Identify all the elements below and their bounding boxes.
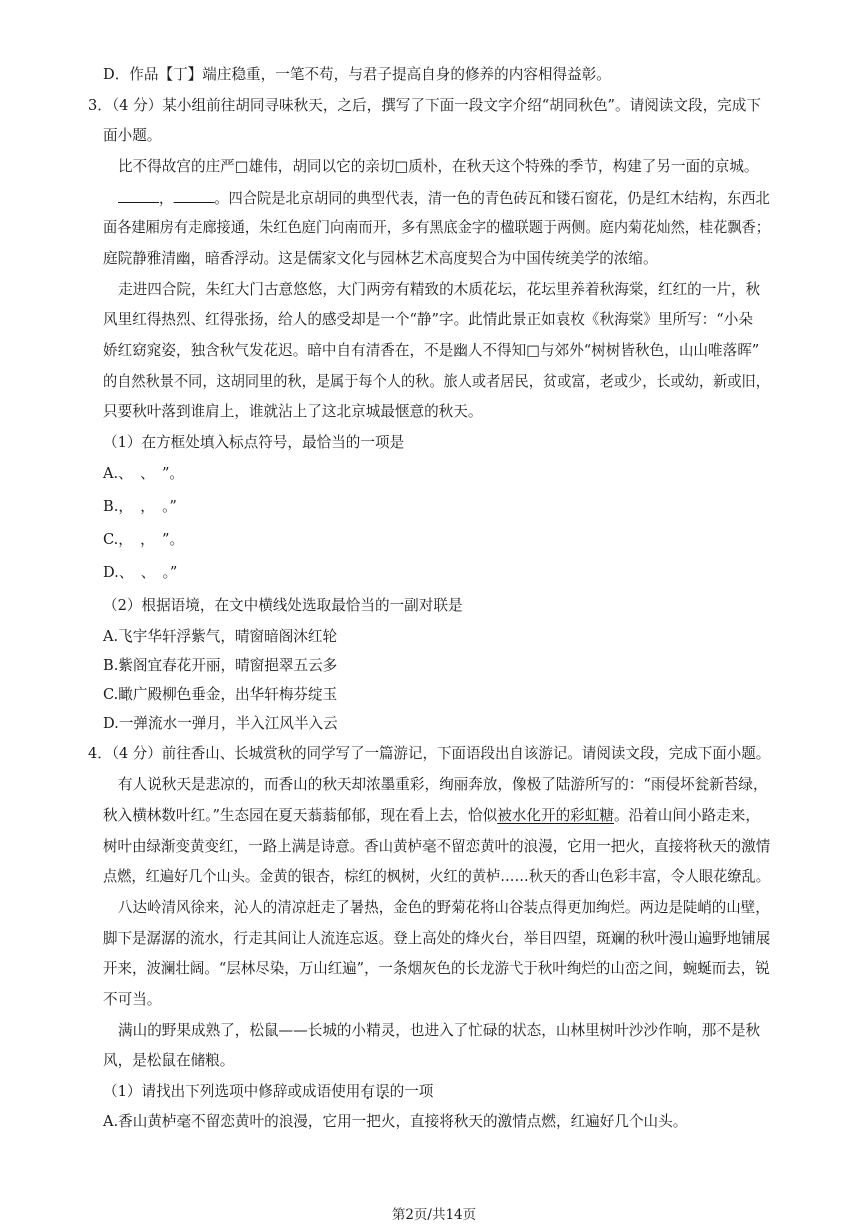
q3-sub2-option-b[interactable]: B.紫阁宜春花开丽，晴窗挹翠五云多: [103, 657, 338, 674]
q4-passage-p2-line1: 八达岭清风徐来，沁人的清凉赶走了暑热，金色的野菊花将山谷装点得更加绚烂。两边是陡峭的山壁，: [118, 899, 770, 916]
q3-sub2-option-a[interactable]: A.飞宇华轩浮紫气，晴窗暗阁沐红轮: [103, 628, 338, 645]
q3-passage-p3-line4: 的自然秋景不同，这胡同里的秋，是属于每个人的秋。旅人或者居民，贫或富，老或少，长或幼，新或旧，: [103, 373, 770, 390]
underlined-phrase: 被水化开的彩虹糖: [497, 807, 614, 824]
q4-passage-p1-line4: 点燃，红遍好几个山头。金黄的银杏，棕红的枫树，火红的黄栌……秋天的香山色彩丰富，令人眼花缭乱。: [103, 868, 770, 885]
q3-passage-p3-line2: 风里红得热烈、红得张扬，给人的感受却是一个“静”字。此情此景正如袁枚《秋海棠》里所写：“小朵: [103, 311, 753, 328]
q3-sub2-option-c[interactable]: C.瞰广殿柳色垂金，出华轩梅芬绽玉: [103, 686, 338, 703]
q3-sub1-option-b[interactable]: B.， ， 。”: [103, 498, 177, 515]
q4-passage-p2-line2: 脚下是潺潺的流水，行走其间让人流连忘返。登上高处的烽火台，举目四望，斑斓的秋叶漫山遍野地铺展: [103, 930, 771, 947]
answer-blank-1[interactable]: [118, 188, 159, 203]
q4-passage-p3-line2: 风，是松鼠在储粮。: [103, 1052, 235, 1069]
q4-passage-p1-line3: 树叶由绿渐变黄变红，一路上满是诗意。香山黄栌毫不留恋黄叶的浪漫，它用一把火，直接将秋天的激情: [103, 838, 771, 855]
q3-passage-p2-line1: ， 。四合院是北京胡同的典型代表，清一色的青色砖瓦和镂石窗花，仍是红木结构，东西北: [118, 188, 770, 209]
q3-stem-line2: 面小题。: [103, 127, 162, 144]
q3-passage-p3-line5: 只要秋叶落到谁肩上，谁就沾上了这北京城最惬意的秋天。: [103, 403, 483, 420]
q3-sub1-option-a[interactable]: A.、 、 ”。: [103, 465, 185, 482]
q3-passage-p2-line2: 面各建厢房有走廊接通，朱红色庭门向南而开，多有黑底金字的楹联题于两侧。庭内菊花灿然，桂花飘香；: [103, 219, 770, 236]
q3-passage-p3-line1: 走进四合院，朱红大门古意悠悠，大门两旁有精致的木质花坛，花坛里养着秋海棠，红红的一片，秋: [118, 281, 761, 298]
q3-sub1-option-c[interactable]: C.， ， ”。: [103, 531, 185, 548]
q3-sub2-option-d[interactable]: D.一弹流水一弹月，半入江风半入云: [103, 715, 338, 732]
q4-passage-p2-line3: 开来，波澜壮阔。“层林尽染，万山红遍”，一条烟灰色的长龙游弋于秋叶绚烂的山峦之间，蜿蜒而去，锐: [103, 960, 770, 977]
q3-sub1-stem: （1）在方框处填入标点符号，最恰当的一项是: [103, 434, 405, 451]
page-footer: 第2页/共14页: [391, 1207, 477, 1223]
q3-passage-p1: 比不得故宫的庄严□雄伟，胡同以它的亲切□质朴，在秋天这个特殊的季节，构建了另一面的京城。: [118, 158, 759, 175]
q4-sub1-stem: （1）请找出下列选项中修辞或成语使用有误的一项: [103, 1083, 434, 1100]
emphasis-char-1: 有: [360, 1083, 375, 1100]
answer-blank-2[interactable]: [173, 188, 214, 203]
q3-passage-p3-line3: 娇红窈窕姿，独含秋气发花迟。暗中自有清香在，不是幽人不得知□与郊外“树树皆秋色，山山唯落晖”: [103, 342, 760, 359]
emphasis-char-2: 误: [375, 1083, 390, 1100]
q4-stem: 4．（4 分）前往香山、长城赏秋的同学写了一篇游记，下面语段出自该游记。请阅读文段，完成下面小题。: [88, 745, 771, 762]
q3-sub2-stem: （2）根据语境，在文中横线处选取最恰当的一副对联是: [103, 597, 463, 614]
q3-sub1-option-d[interactable]: D.、 、 。”: [103, 564, 178, 581]
q3-stem-line1: 3．（4 分）某小组前往胡同寻味秋天，之后，撰写了下面一段文字介绍“胡同秋色”。请阅读文段，完成下: [88, 97, 761, 114]
q4-sub1-option-a[interactable]: A.香山黄栌毫不留恋黄叶的浪漫，它用一把火，直接将秋天的激情点燃，红遍好几个山头。: [103, 1113, 688, 1130]
q4-passage-p1-line2: 秋入横林数叶红。”生态园在夏天蓊蓊郁郁，现在看上去，恰似被水化开的彩虹糖。沿着山间小路走来，: [103, 807, 760, 824]
q2-option-d: D．作品【丁】端庄稳重，一笔不苟，与君子提高自身的修养的内容相得益彰。: [103, 66, 611, 83]
q4-passage-p2-line4: 不可当。: [103, 991, 162, 1008]
q4-passage-p1-line1: 有人说秋天是悲凉的，而香山的秋天却浓墨重彩，绚丽奔放，像极了陆游所写的：“雨侵坏瓮新苔绿，: [118, 776, 768, 793]
q3-passage-p2-line3: 庭院静雅清幽，暗香浮动。这是儒家文化与园林艺术高度契合为中国传统美学的浓缩。: [103, 250, 658, 267]
q4-passage-p3-line1: 满山的野果成熟了，松鼠——长城的小精灵，也进入了忙碌的状态，山林里树叶沙沙作响，那不是秋: [118, 1022, 761, 1039]
